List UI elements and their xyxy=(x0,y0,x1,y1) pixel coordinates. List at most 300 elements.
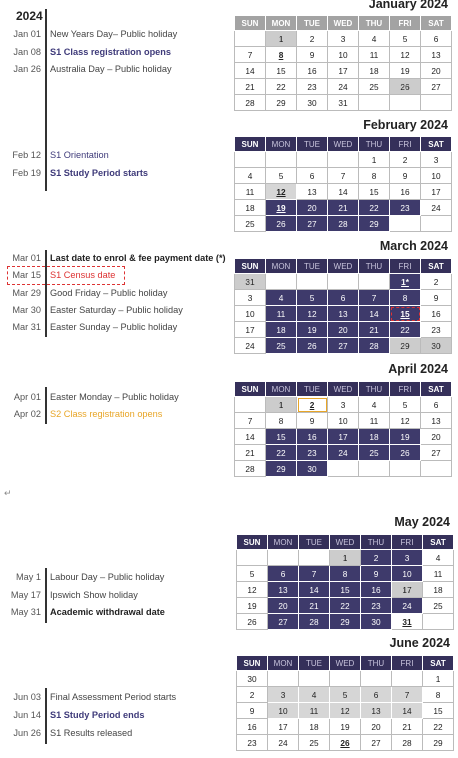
day-number: 22 xyxy=(369,202,379,213)
day-cell xyxy=(237,735,268,751)
day-cell xyxy=(330,719,361,735)
day-cell xyxy=(297,31,328,47)
day-number: 16 xyxy=(307,431,317,442)
day-cell xyxy=(421,322,452,338)
day-cell xyxy=(390,31,421,47)
event-date: Apr 02 xyxy=(13,409,41,419)
day-number: 18 xyxy=(276,324,286,335)
day-cell xyxy=(328,413,359,429)
day-number: 22 xyxy=(433,721,443,732)
empty-day-cell xyxy=(266,152,297,168)
day-number: 15 xyxy=(369,186,379,197)
event-date: Mar 31 xyxy=(12,322,41,332)
event-date: Feb 12 xyxy=(12,150,41,160)
day-cell xyxy=(392,582,423,598)
day-number: 26 xyxy=(276,218,286,229)
day-number: 13 xyxy=(431,415,441,426)
day-number: 21 xyxy=(369,324,379,335)
day-number: 2 xyxy=(433,276,439,287)
day-cell xyxy=(361,703,392,719)
day-cell xyxy=(361,614,392,630)
day-number: 4 xyxy=(247,170,253,181)
day-number: 28 xyxy=(309,616,319,627)
event-date: May 1 xyxy=(15,572,41,582)
event-date: Mar 30 xyxy=(12,305,41,315)
day-number: 29 xyxy=(369,218,379,229)
day-cell xyxy=(392,703,423,719)
day-number: 14 xyxy=(309,584,319,595)
day-cell xyxy=(297,63,328,79)
day-cell xyxy=(297,306,328,322)
day-cell xyxy=(266,95,297,111)
day-cell xyxy=(299,687,330,703)
day-cell xyxy=(390,290,421,306)
weekday-header: SAT xyxy=(421,382,452,397)
day-cell xyxy=(421,413,452,429)
day-number: 17 xyxy=(245,324,255,335)
weekday-header: MON xyxy=(266,137,297,152)
day-cell xyxy=(421,445,452,461)
day-cell xyxy=(297,322,328,338)
day-number: 29 xyxy=(433,737,443,748)
day-cell xyxy=(390,47,421,63)
day-number: 13 xyxy=(371,705,381,716)
day-cell xyxy=(299,614,330,630)
day-number: 11 xyxy=(369,415,379,426)
day-number: 1 xyxy=(371,154,377,165)
weekday-header: WED xyxy=(328,16,359,31)
day-cell xyxy=(235,79,266,95)
timeline-line-3 xyxy=(45,387,47,424)
day-cell xyxy=(392,566,423,582)
day-cell xyxy=(359,397,390,413)
empty-day-cell xyxy=(390,95,421,111)
day-cell xyxy=(361,598,392,614)
day-number: 13 xyxy=(278,584,288,595)
day-number: 6 xyxy=(373,689,379,700)
day-number: 5 xyxy=(342,689,348,700)
event-text: Last date to enrol & fee payment date (*) xyxy=(50,253,226,263)
day-number: 6 xyxy=(309,170,315,181)
day-number: 7 xyxy=(247,415,253,426)
day-cell xyxy=(359,429,390,445)
day-cell xyxy=(328,216,359,232)
day-number: 10 xyxy=(431,170,441,181)
day-cell xyxy=(423,582,454,598)
empty-day-cell xyxy=(390,461,421,477)
event-text: Ipswich Show holiday xyxy=(50,590,138,600)
day-cell xyxy=(421,152,452,168)
day-number: 26 xyxy=(247,616,257,627)
day-cell xyxy=(237,582,268,598)
event-date: Mar 29 xyxy=(12,288,41,298)
event-text: S1 Orientation xyxy=(50,150,109,160)
day-cell xyxy=(423,687,454,703)
day-number: 18 xyxy=(309,721,319,732)
day-number: 11 xyxy=(309,705,319,716)
day-number: 8 xyxy=(402,292,408,303)
weekday-header: TUE xyxy=(297,137,328,152)
day-number: 7 xyxy=(311,568,317,579)
weekday-header: SAT xyxy=(423,535,454,550)
event-date: Jan 08 xyxy=(13,47,41,57)
day-cell xyxy=(330,687,361,703)
day-number: 8 xyxy=(371,170,377,181)
day-number: 2 xyxy=(249,689,255,700)
day-number: 7 xyxy=(340,170,346,181)
day-number: 12 xyxy=(307,308,317,319)
event-text: Easter Monday – Public holiday xyxy=(50,392,179,402)
empty-day-cell xyxy=(299,671,330,687)
day-cell xyxy=(268,735,299,751)
empty-day-cell xyxy=(423,614,454,630)
day-cell xyxy=(268,582,299,598)
day-number: 12 xyxy=(400,415,410,426)
day-number: 21 xyxy=(402,721,412,732)
day-number: 21 xyxy=(245,81,255,92)
day-cell xyxy=(390,413,421,429)
weekday-header: TUE xyxy=(299,535,330,550)
empty-day-cell xyxy=(330,671,361,687)
day-number: 19 xyxy=(307,324,317,335)
day-number: 6 xyxy=(340,292,346,303)
day-cell xyxy=(328,429,359,445)
day-cell xyxy=(266,216,297,232)
day-number: 17 xyxy=(278,721,288,732)
day-number: 26 xyxy=(400,81,410,92)
day-number: 1 xyxy=(435,673,441,684)
day-number: 14 xyxy=(245,431,255,442)
day-cell xyxy=(266,413,297,429)
day-number: 25 xyxy=(276,340,286,351)
day-number: 4 xyxy=(371,399,377,410)
day-cell xyxy=(392,598,423,614)
day-number: 21 xyxy=(245,447,255,458)
day-cell xyxy=(328,63,359,79)
day-number: 10 xyxy=(245,308,255,319)
day-number: 5 xyxy=(278,170,284,181)
day-cell xyxy=(299,735,330,751)
day-cell xyxy=(268,687,299,703)
timeline-line-1 xyxy=(45,9,47,191)
timeline-line-2 xyxy=(45,250,47,337)
day-number: 9 xyxy=(402,170,408,181)
day-cell xyxy=(423,671,454,687)
day-number: 5 xyxy=(402,33,408,44)
day-number: 31 xyxy=(245,276,255,287)
day-cell xyxy=(330,550,361,566)
day-cell xyxy=(359,63,390,79)
weekday-header: WED xyxy=(328,137,359,152)
day-cell xyxy=(299,598,330,614)
day-cell xyxy=(423,598,454,614)
day-number: 24 xyxy=(338,81,348,92)
day-cell xyxy=(235,216,266,232)
day-cell xyxy=(361,566,392,582)
day-number: 21 xyxy=(338,202,348,213)
day-cell xyxy=(390,445,421,461)
day-cell xyxy=(390,429,421,445)
day-number: 15 xyxy=(340,584,350,595)
weekday-header: TUE xyxy=(297,382,328,397)
day-number: 20 xyxy=(278,600,288,611)
day-number: 25 xyxy=(433,600,443,611)
day-cell xyxy=(266,47,297,63)
day-number: 23 xyxy=(247,737,257,748)
month-calendar xyxy=(236,655,454,751)
day-number: 19 xyxy=(276,202,286,213)
day-number: 2 xyxy=(309,399,315,410)
day-number: 13 xyxy=(338,308,348,319)
day-cell xyxy=(297,290,328,306)
weekday-header: FRI xyxy=(390,137,421,152)
day-number: 23 xyxy=(431,324,441,335)
weekday-header: MON xyxy=(266,16,297,31)
empty-day-cell xyxy=(390,216,421,232)
day-number: 31 xyxy=(338,97,348,108)
day-cell xyxy=(266,200,297,216)
day-number: 5 xyxy=(402,399,408,410)
day-number: 14 xyxy=(245,65,255,76)
day-cell xyxy=(237,566,268,582)
day-cell xyxy=(235,461,266,477)
day-number: 28 xyxy=(402,737,412,748)
day-cell xyxy=(359,338,390,354)
day-number: 4 xyxy=(371,33,377,44)
day-number: 28 xyxy=(245,463,255,474)
day-number: 5 xyxy=(249,568,255,579)
day-cell xyxy=(328,79,359,95)
day-number: 25 xyxy=(245,218,255,229)
day-number: 23 xyxy=(307,81,317,92)
weekday-header: THU xyxy=(359,137,390,152)
weekday-header: TUE xyxy=(299,656,330,671)
weekday-header: TUE xyxy=(297,16,328,31)
day-number: 4 xyxy=(278,292,284,303)
day-cell xyxy=(299,703,330,719)
weekday-header: MON xyxy=(268,656,299,671)
day-number: 3 xyxy=(340,33,346,44)
empty-day-cell xyxy=(361,671,392,687)
day-cell xyxy=(237,703,268,719)
day-cell xyxy=(328,184,359,200)
day-cell xyxy=(390,168,421,184)
event-date: Mar 15 xyxy=(12,270,41,280)
day-number: 14 xyxy=(338,186,348,197)
day-cell xyxy=(390,274,421,290)
return-mark: ↵ xyxy=(4,488,12,498)
day-cell xyxy=(299,719,330,735)
day-number: 17 xyxy=(402,584,412,595)
day-number: 9 xyxy=(309,49,315,60)
day-cell xyxy=(235,445,266,461)
day-number: 31 xyxy=(402,616,412,627)
day-number: 30 xyxy=(307,463,317,474)
day-cell xyxy=(266,168,297,184)
day-cell xyxy=(390,79,421,95)
empty-day-cell xyxy=(297,274,328,290)
month-calendar xyxy=(234,136,452,232)
event-text: S1 Study Period ends xyxy=(50,710,145,720)
day-number: 23 xyxy=(307,447,317,458)
day-cell xyxy=(237,671,268,687)
day-cell xyxy=(297,445,328,461)
event-date: Mar 01 xyxy=(12,253,41,263)
day-cell xyxy=(359,168,390,184)
day-cell xyxy=(235,274,266,290)
day-number: 12 xyxy=(276,186,286,197)
day-number: 8 xyxy=(342,568,348,579)
day-number: 25 xyxy=(309,737,319,748)
day-number: 3 xyxy=(280,689,286,700)
day-cell xyxy=(297,461,328,477)
day-cell xyxy=(235,413,266,429)
weekday-header: THU xyxy=(359,382,390,397)
empty-day-cell xyxy=(235,397,266,413)
weekday-header: FRI xyxy=(392,535,423,550)
day-number: 15 xyxy=(433,705,443,716)
event-text: Final Assessment Period starts xyxy=(50,692,177,702)
day-number: 22 xyxy=(400,324,410,335)
day-cell xyxy=(268,614,299,630)
day-cell xyxy=(297,200,328,216)
day-number: 7 xyxy=(404,689,410,700)
day-number: 19 xyxy=(340,721,350,732)
year-label: 2024 xyxy=(16,9,43,23)
day-cell xyxy=(328,31,359,47)
day-cell xyxy=(359,47,390,63)
day-number: 20 xyxy=(431,65,441,76)
day-cell xyxy=(328,47,359,63)
day-cell xyxy=(421,429,452,445)
month-title: June 2024 xyxy=(389,636,450,650)
day-number: 20 xyxy=(307,202,317,213)
weekday-header: SUN xyxy=(235,16,266,31)
day-number: 27 xyxy=(431,447,441,458)
day-cell xyxy=(392,719,423,735)
day-cell xyxy=(268,719,299,735)
weekday-header: SUN xyxy=(237,656,268,671)
day-cell xyxy=(328,290,359,306)
day-number: 16 xyxy=(371,584,381,595)
day-cell xyxy=(235,306,266,322)
empty-day-cell xyxy=(328,274,359,290)
day-cell xyxy=(299,566,330,582)
day-number: 27 xyxy=(278,616,288,627)
day-number: 25 xyxy=(369,447,379,458)
weekday-header: SAT xyxy=(421,16,452,31)
day-number: 6 xyxy=(433,33,439,44)
day-number: 8 xyxy=(435,689,441,700)
day-number: 13 xyxy=(307,186,317,197)
day-cell xyxy=(423,550,454,566)
day-cell xyxy=(266,445,297,461)
day-number: 30 xyxy=(431,340,441,351)
event-text: Easter Saturday – Public holiday xyxy=(50,305,183,315)
day-number: 24 xyxy=(402,600,412,611)
day-number: 22 xyxy=(276,447,286,458)
event-text: S2 Class registration opens xyxy=(50,409,163,419)
empty-day-cell xyxy=(421,216,452,232)
weekday-header: MON xyxy=(268,535,299,550)
event-date: Jan 26 xyxy=(13,64,41,74)
empty-day-cell xyxy=(359,461,390,477)
day-cell xyxy=(421,338,452,354)
event-date: Jan 01 xyxy=(13,29,41,39)
day-number: 17 xyxy=(338,65,348,76)
empty-day-cell xyxy=(297,152,328,168)
day-cell xyxy=(423,703,454,719)
weekday-header: THU xyxy=(361,656,392,671)
day-cell xyxy=(361,735,392,751)
day-number: 15 xyxy=(400,308,410,319)
empty-day-cell xyxy=(328,461,359,477)
day-cell xyxy=(235,322,266,338)
day-cell xyxy=(361,687,392,703)
day-number: 3 xyxy=(433,154,439,165)
day-cell xyxy=(359,290,390,306)
day-number: 11 xyxy=(433,568,443,579)
day-cell xyxy=(421,306,452,322)
day-number: 15 xyxy=(276,431,286,442)
day-number: 2 xyxy=(402,154,408,165)
day-number: 24 xyxy=(278,737,288,748)
day-cell xyxy=(330,598,361,614)
day-cell xyxy=(423,566,454,582)
day-cell xyxy=(266,338,297,354)
day-number: 26 xyxy=(340,737,350,748)
day-cell xyxy=(421,47,452,63)
day-cell xyxy=(266,397,297,413)
day-cell xyxy=(237,614,268,630)
empty-day-cell xyxy=(392,671,423,687)
day-cell xyxy=(421,290,452,306)
day-number: 3 xyxy=(404,552,410,563)
weekday-header: SUN xyxy=(235,259,266,274)
day-number: 6 xyxy=(433,399,439,410)
day-cell xyxy=(328,338,359,354)
empty-day-cell xyxy=(328,152,359,168)
day-number: 29 xyxy=(276,97,286,108)
day-number: 9 xyxy=(433,292,439,303)
day-cell xyxy=(297,184,328,200)
day-cell xyxy=(297,47,328,63)
day-number: 21 xyxy=(309,600,319,611)
day-number: 7 xyxy=(247,49,253,60)
day-number: 22 xyxy=(340,600,350,611)
day-number: 8 xyxy=(278,415,284,426)
day-cell xyxy=(328,306,359,322)
day-cell xyxy=(359,200,390,216)
day-number: 28 xyxy=(338,218,348,229)
day-number: 17 xyxy=(431,186,441,197)
day-cell xyxy=(328,200,359,216)
day-cell xyxy=(235,184,266,200)
day-number: 10 xyxy=(338,49,348,60)
day-cell xyxy=(330,703,361,719)
day-cell xyxy=(235,47,266,63)
day-cell xyxy=(359,322,390,338)
day-cell xyxy=(390,397,421,413)
day-cell xyxy=(359,152,390,168)
day-cell xyxy=(266,79,297,95)
day-number: 26 xyxy=(400,447,410,458)
weekday-header: THU xyxy=(359,16,390,31)
day-number: 18 xyxy=(369,65,379,76)
day-cell xyxy=(421,397,452,413)
day-cell xyxy=(390,200,421,216)
event-text: Easter Sunday – Public holiday xyxy=(50,322,178,332)
